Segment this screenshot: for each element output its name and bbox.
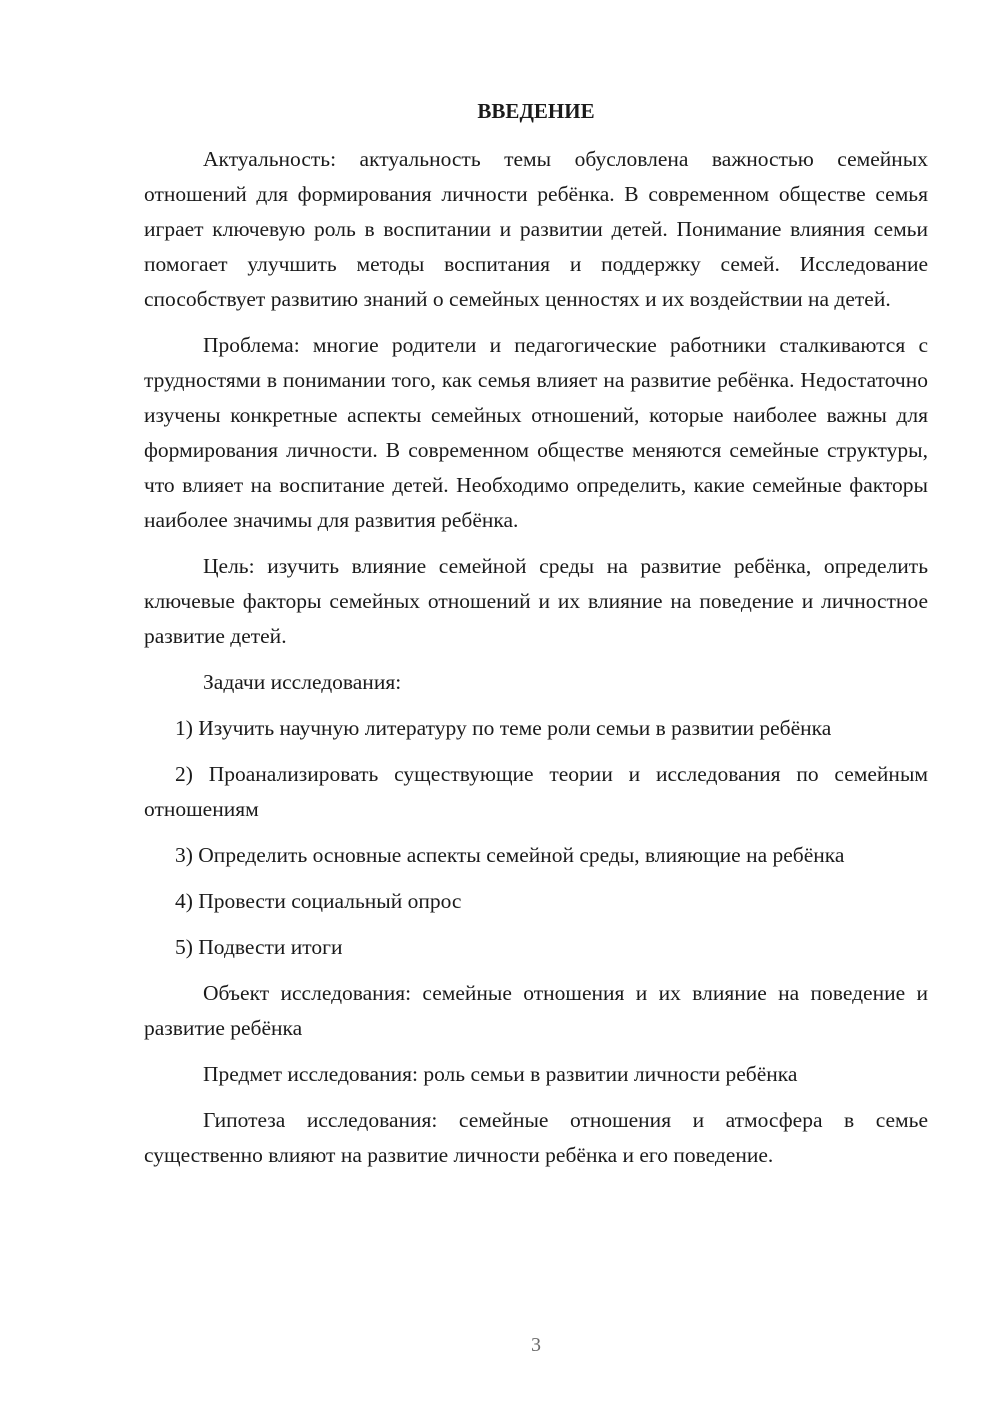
paragraph-object: Объект исследования: семейные отношения и их влияние на поведение и развитие ребёнка <box>144 981 928 1040</box>
paragraph-relevance: Актуальность: актуальность темы обусловлена важностью семейных отношений для формирования личности ребёнка. В современном обществе семья играет ключевую роль в воспитании и развитии детей. Понимание влияния семьи помогает улучшить методы воспитания и поддержку семей. Исследование способствует развитию знаний о семейных ценностях и их воздействии на детей. <box>144 147 928 311</box>
paragraph-tasks-heading: Задачи исследования: <box>203 670 402 694</box>
task-item-1: 1) Изучить научную литературу по теме роли семьи в развитии ребёнка <box>175 716 832 740</box>
task-item-4: 4) Провести социальный опрос <box>175 889 462 913</box>
page-title: ВВЕДЕНИЕ <box>477 99 595 123</box>
task-item-3: 3) Определить основные аспекты семейной среды, влияющие на ребёнка <box>175 843 845 867</box>
task-item-5: 5) Подвести итоги <box>175 935 343 959</box>
paragraph-subject: Предмет исследования: роль семьи в развитии личности ребёнка <box>203 1062 798 1086</box>
paragraph-goal: Цель: изучить влияние семейной среды на развитие ребёнка, определить ключевые факторы семейных отношений и их влияние на поведение и личностное развитие детей. <box>144 554 928 648</box>
document-body <box>144 142 928 1184</box>
paragraph-problem: Проблема: многие родители и педагогические работники сталкиваются с трудностями в понимании того, как семья влияет на развитие ребёнка. Недостаточно изучены конкретные аспекты семейных отношений, которые наиболее важны для формирования личности. В современном обществе меняются семейные структуры, что влияет на воспитание детей. Необходимо определить, какие семейные факторы наиболее значимы для развития ребёнка. <box>144 333 928 532</box>
task-item-2: 2) Проанализировать существующие теории и исследования по семейным отношениям <box>144 762 928 821</box>
paragraph-hypothesis: Гипотеза исследования: семейные отношения и атмосфера в семье существенно влияют на развитие личности ребёнка и его поведение. <box>144 1108 928 1167</box>
page-number: 3 <box>531 1334 541 1356</box>
